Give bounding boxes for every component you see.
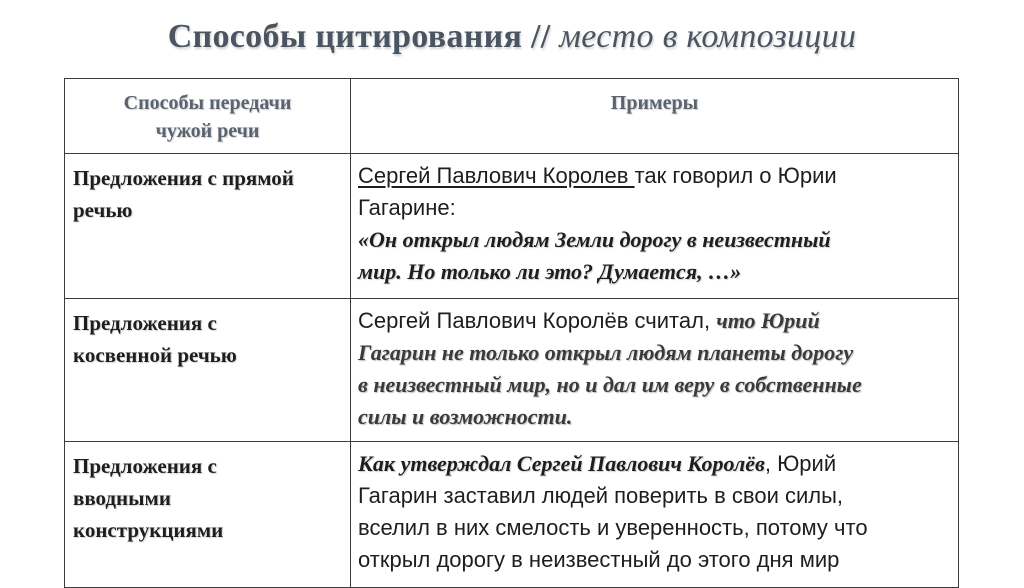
- row-example-direct-speech: [351, 154, 959, 299]
- row-label-indirect-speech: [65, 299, 351, 442]
- table-row: [65, 299, 959, 442]
- row-label-line: речью: [73, 198, 133, 222]
- example-emphasis: что Юрий: [716, 308, 820, 333]
- example-emphasis: силы и возможности.: [358, 404, 573, 429]
- header-examples: [351, 79, 959, 154]
- row-example-indirect-speech: [351, 299, 959, 442]
- row-label-line: косвенной речью: [73, 343, 237, 367]
- example-quote: мир. Но только ли это? Думается, …»: [358, 259, 742, 284]
- row-label-line: конструкциями: [73, 518, 224, 542]
- row-label-direct-speech: [65, 154, 351, 299]
- table-row: [65, 154, 959, 299]
- example-text: Сергей Павлович Королёв считал,: [358, 308, 717, 333]
- table-header-row: [65, 79, 959, 154]
- example-text: открыл дорогу в неизвестный до этого дня мир: [358, 547, 840, 572]
- title-main: Способы цитирования: [167, 18, 523, 55]
- title-separator: //: [522, 18, 560, 55]
- example-text: Гагарин заставил людей поверить в свои силы,: [358, 483, 844, 508]
- slide-title: [0, 18, 1024, 56]
- row-label-line: вводными: [73, 486, 171, 510]
- example-emphasis: Как утверждал Сергей Павлович Королёв: [358, 451, 765, 476]
- example-quote: «Он открыл людям Земли дорогу в неизвестный: [358, 227, 831, 252]
- example-text: так говорил о Юрии: [634, 163, 837, 188]
- row-label-parenthetical: [65, 442, 351, 588]
- table-row: [65, 442, 959, 588]
- row-example-parenthetical: [351, 442, 959, 588]
- header-methods-line1: Способы передачи: [123, 92, 292, 114]
- header-methods: [65, 79, 351, 154]
- header-examples-label: Примеры: [610, 92, 699, 114]
- row-label-line: Предложения с прямой: [73, 166, 294, 190]
- example-author-underlined: Сергей Павлович Королев: [358, 163, 635, 188]
- row-label-line: Предложения с: [73, 311, 217, 335]
- title-sub: место в композиции: [559, 18, 857, 55]
- row-label-line: Предложения с: [73, 454, 217, 478]
- example-text: вселил в них смелость и уверенность, потому что: [358, 515, 868, 540]
- example-text: Гагарине:: [358, 195, 456, 220]
- example-text: , Юрий: [764, 451, 837, 476]
- citation-table: [64, 78, 959, 588]
- example-emphasis: Гагарин не только открыл людям планеты дорогу: [358, 340, 854, 365]
- example-emphasis: в неизвестный мир, но и дал им веру в собственные: [358, 372, 862, 397]
- header-methods-line2: чужой речи: [155, 120, 260, 142]
